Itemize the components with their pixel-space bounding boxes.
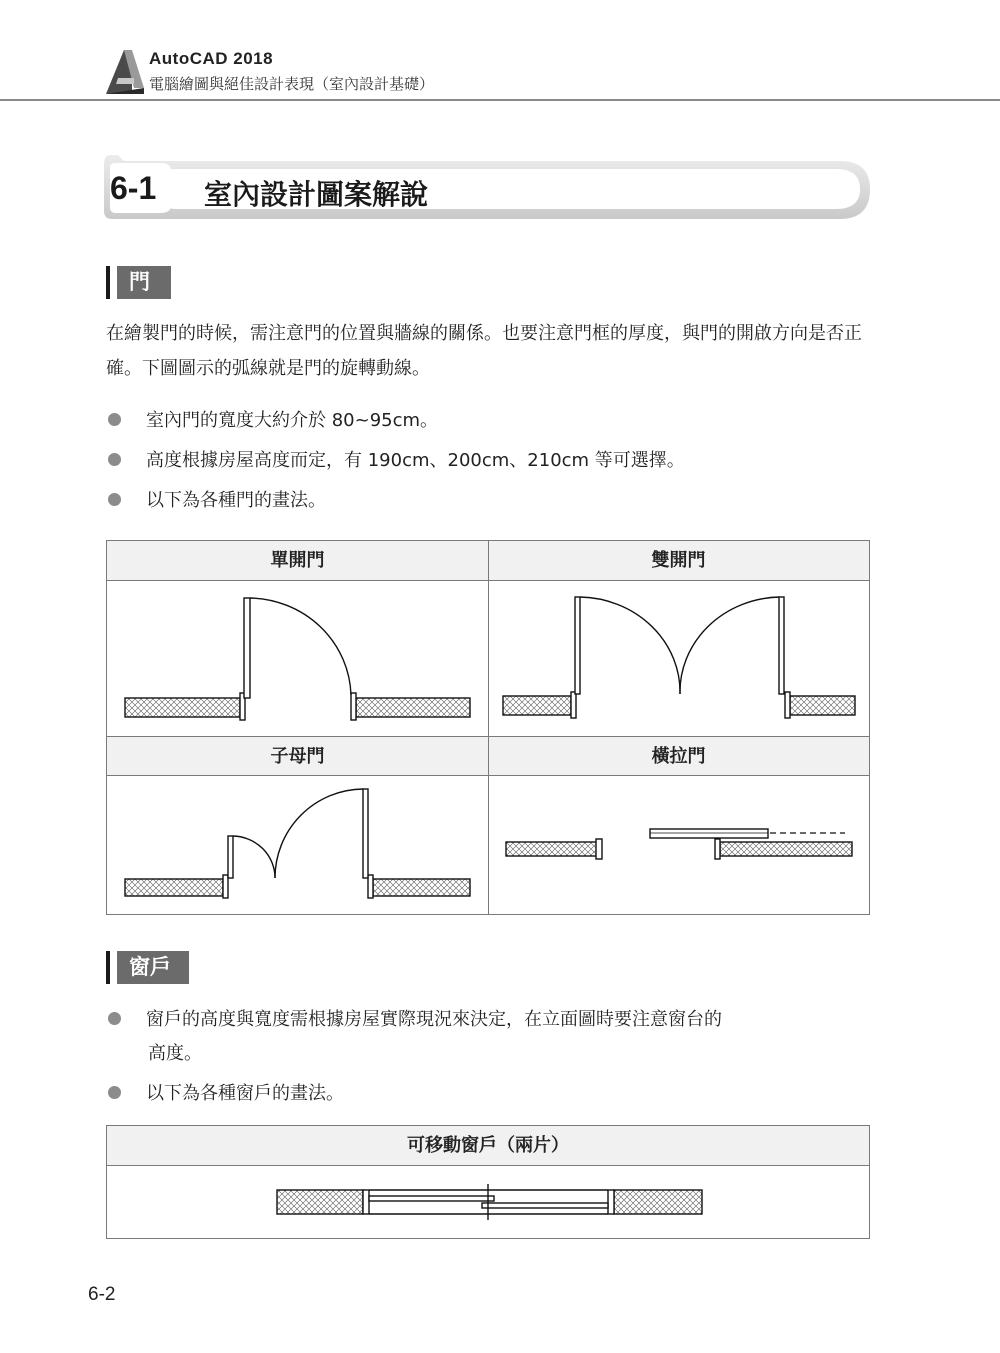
door-bullet-3: 以下為各種門的畫法。 bbox=[108, 484, 874, 518]
window-bullet-1: 窗戶的高度與寬度需根據房屋實際現況來決定，在立面圖時要注意窗台的 bbox=[108, 1003, 874, 1037]
header-double-door: 雙開門 bbox=[488, 541, 869, 581]
subheading-window: 窗戶 bbox=[117, 951, 189, 984]
header-sliding-door: 橫拉門 bbox=[488, 736, 869, 776]
header-sliding-window: 可移動窗戶（兩片） bbox=[107, 1126, 869, 1166]
door-bullet-2: 高度根據房屋高度而定，有 190cm、200cm、210cm 等可選擇。 bbox=[108, 444, 874, 478]
door-intro-paragraph: 在繪製門的時候，需注意門的位置與牆線的關係。也要注意門框的厚度，與門的開啟方向是否正確。下圖圖示的弧線就是門的旋轉動線。 bbox=[106, 323, 862, 379]
page-number: 6-2 bbox=[88, 1284, 116, 1305]
subheading-door: 門 bbox=[117, 266, 171, 299]
door-bullet-1: 室內門的寬度大約介於 80~95cm。 bbox=[108, 404, 874, 438]
section-title: 室內設計圖案解說 bbox=[204, 178, 429, 211]
header-mother-child-door: 子母門 bbox=[107, 736, 488, 776]
header-single-door: 單開門 bbox=[107, 541, 488, 581]
book-brand: AutoCAD 2018 bbox=[149, 49, 274, 68]
book-subtitle: 電腦繪圖與絕佳設計表現（室內設計基礎） bbox=[149, 75, 435, 93]
section-number: 6-1 bbox=[110, 170, 157, 206]
window-bullet-2: 以下為各種窗戶的畫法。 bbox=[108, 1077, 874, 1111]
window-bullet-1-continued: 高度。 bbox=[148, 1043, 202, 1064]
